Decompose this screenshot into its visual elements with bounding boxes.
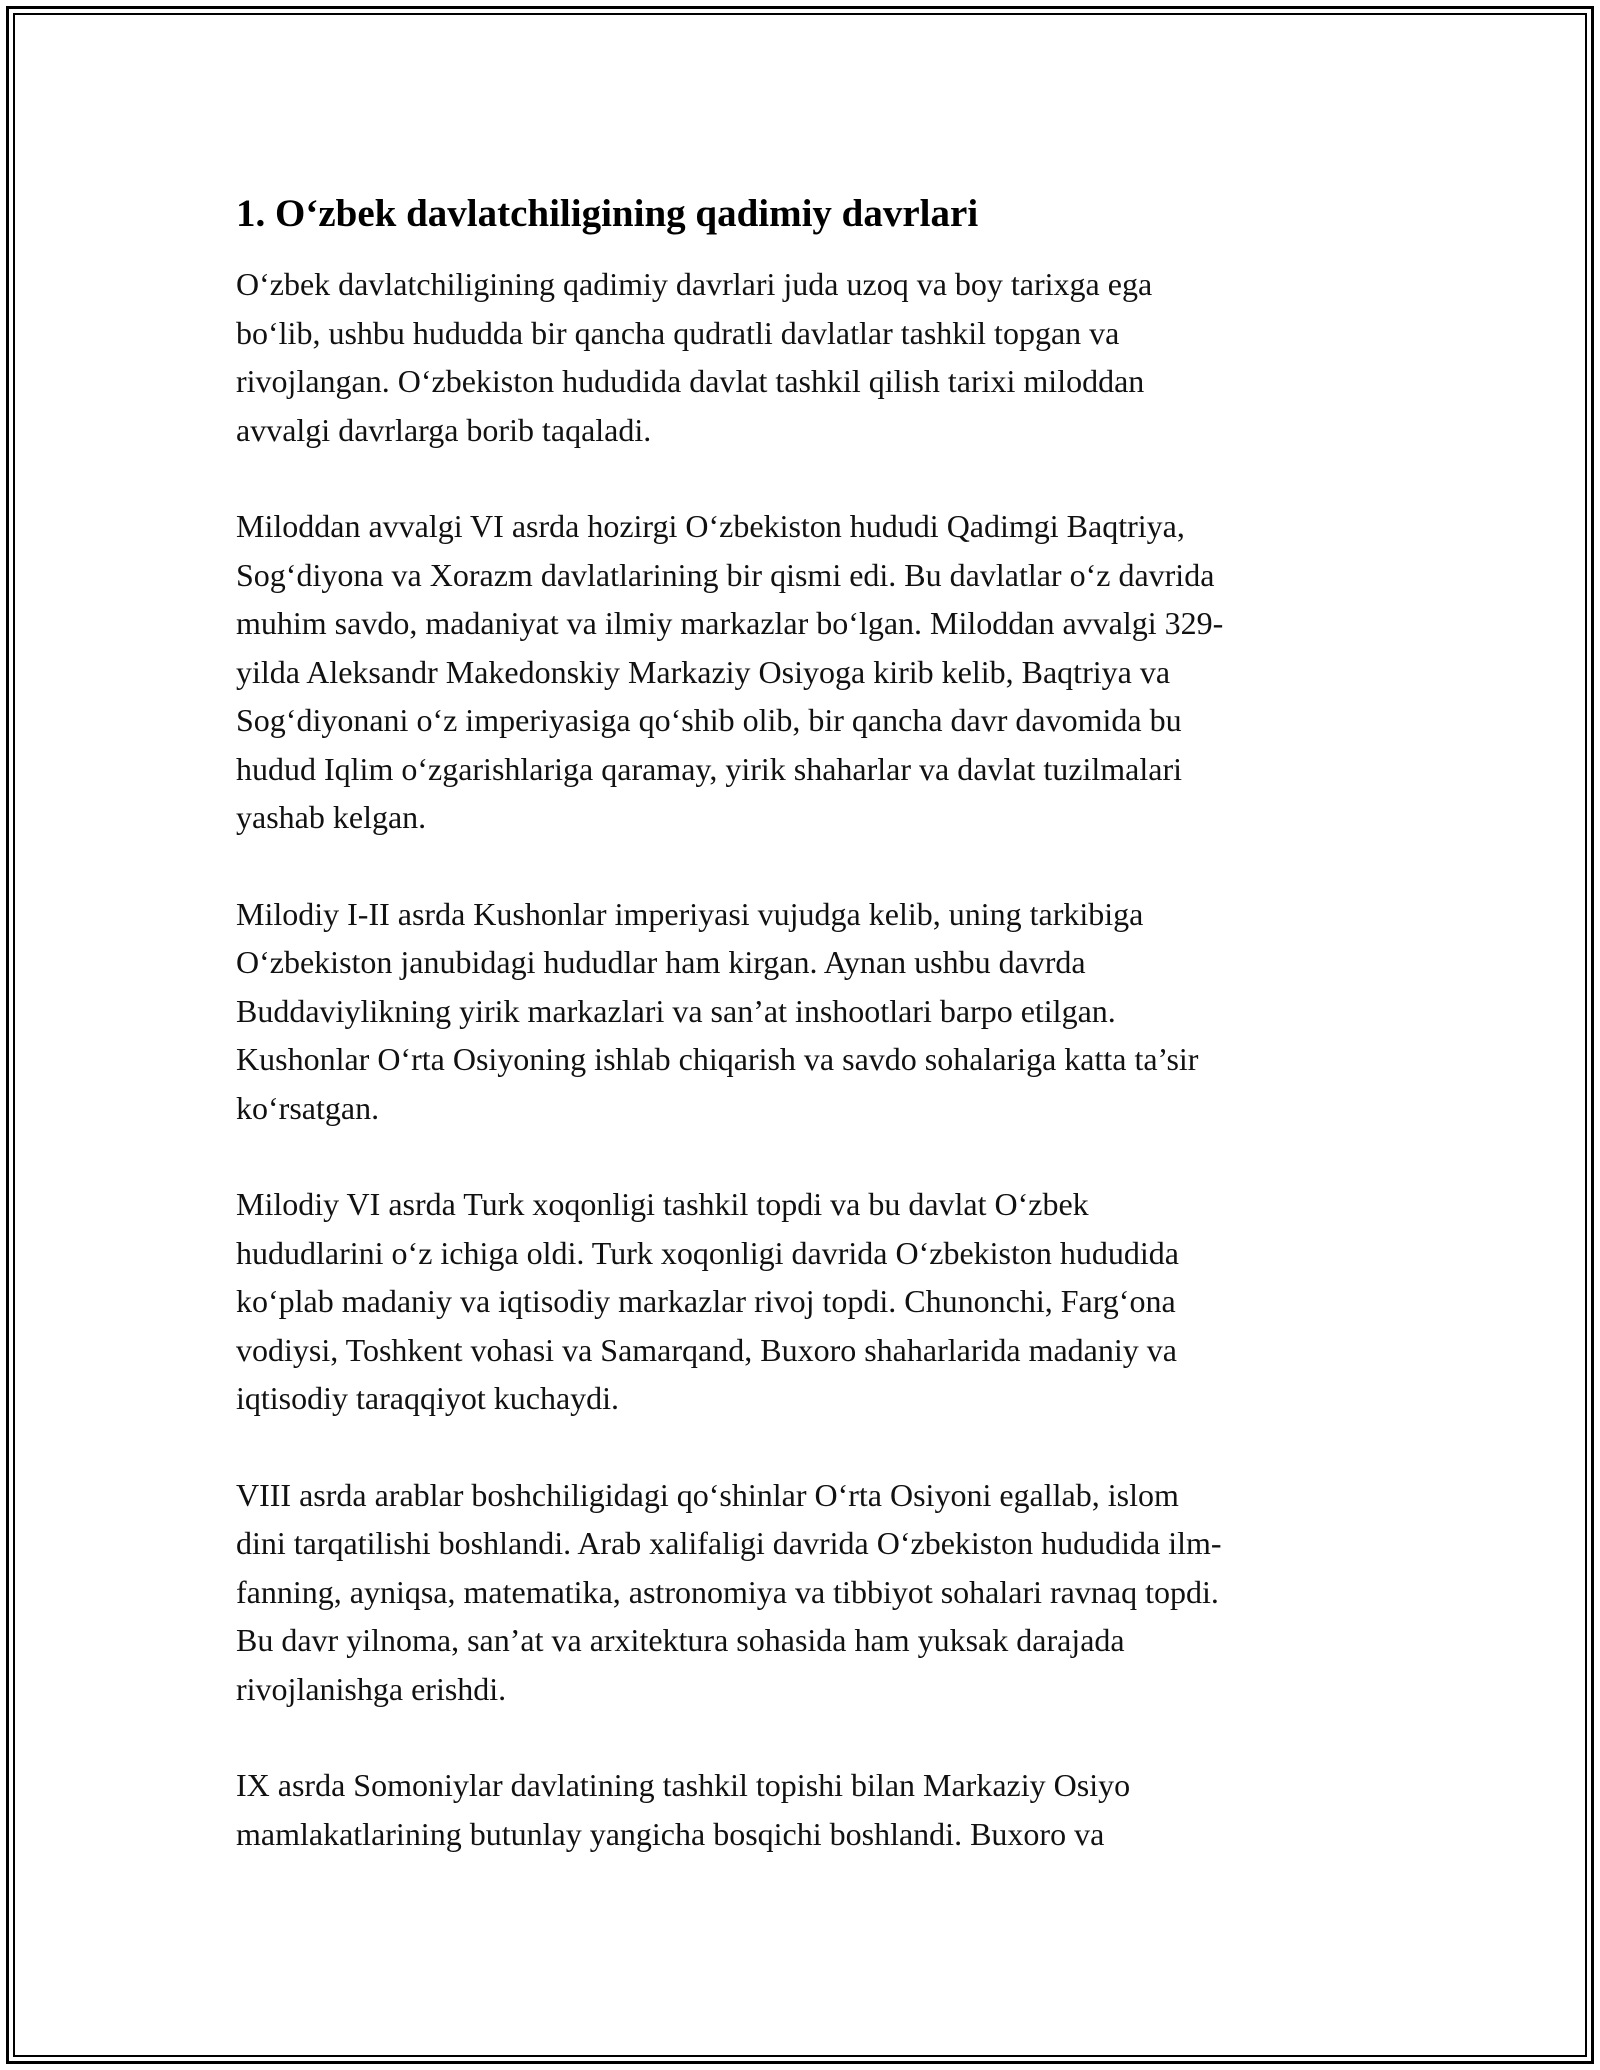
text-line: yilda Aleksandr Makedonskiy Markaziy Osiyoga kirib kelib, Baqtriya va <box>236 653 1171 690</box>
text-line: bo‘lib, ushbu hududda bir qancha qudratli davlatlar tashkil topgan va <box>236 314 1120 351</box>
text-line: Miloddan avvalgi VI asrda hozirgi O‘zbekiston hududi Qadimgi Baqtriya, <box>236 508 1185 544</box>
text-line: Kushonlar O‘rta Osiyoning ishlab chiqarish va savdo sohalariga katta ta’sir <box>236 1041 1199 1077</box>
text-line: Sog‘diyona va Xorazm davlatlarining bir qismi edi. Bu davlatlar o‘z davrida <box>236 556 1215 593</box>
text-line: rivojlanishga erishdi. <box>236 1670 507 1707</box>
text-line: vodiysi, Toshkent vohasi va Samarqand, Buxoro shaharlarida madaniy va <box>236 1331 1177 1368</box>
text-line: muhim savdo, madaniyat va ilmiy markazlar bo‘lgan. Miloddan avvalgi 329- <box>236 605 1224 641</box>
text-line: O‘zbekiston janubidagi hududlar ham kirgan. Aynan ushbu davrda <box>236 944 1086 980</box>
paragraph-kushan <box>236 890 1366 1133</box>
paragraph-intro <box>236 260 1366 454</box>
text-line: hudud Iqlim o‘zgarishlariga qaramay, yirik shaharlar va davlat tuzilmalari <box>236 750 1183 787</box>
text-line: ko‘rsatgan. <box>236 1089 380 1126</box>
text-line: yashab kelgan. <box>236 799 427 835</box>
text-line: Bu davr yilnoma, san’at va arxitektura sohasida ham yuksak darajada <box>236 1622 1125 1658</box>
text-line: Sog‘diyonani o‘z imperiyasiga qo‘shib olib, bir qancha davr davomida bu <box>236 702 1182 738</box>
document-body <box>236 188 1366 1906</box>
paragraph-samanids <box>236 1761 1366 1858</box>
text-line: ko‘plab madaniy va iqtisodiy markazlar rivoj topdi. Chunonchi, Farg‘ona <box>236 1283 1176 1319</box>
paragraph-arab-conquest <box>236 1471 1366 1714</box>
text-line: dini tarqatilishi boshlandi. Arab xalifaligi davrida O‘zbekiston hududida ilm- <box>236 1525 1222 1561</box>
text-line: iqtisodiy taraqqiyot kuchaydi. <box>236 1380 620 1416</box>
text-line: avvalgi davrlarga borib taqaladi. <box>236 411 652 448</box>
paragraph-ancient-states <box>236 502 1366 842</box>
text-line: IX asrda Somoniylar davlatining tashkil topishi bilan Markaziy Osiyo <box>236 1767 1131 1803</box>
text-line: hududlarini o‘z ichiga oldi. Turk xoqonligi davrida O‘zbekiston hududida <box>236 1234 1179 1271</box>
section-heading: 1. O‘zbek davlatchiligining qadimiy davrlari <box>236 192 979 235</box>
text-line: mamlakatlarining butunlay yangicha bosqichi boshlandi. Buxoro va <box>236 1815 1105 1852</box>
text-line: rivojlangan. O‘zbekiston hududida davlat tashkil qilish tarixi miloddan <box>236 363 1145 399</box>
text-line: fanning, ayniqsa, matematika, astronomiya va tibbiyot sohalari ravnaq topdi. <box>236 1573 1219 1610</box>
text-line: Milodiy VI asrda Turk xoqonligi tashkil topdi va bu davlat O‘zbek <box>236 1186 1089 1222</box>
text-line: VIII asrda arablar boshchiligidagi qo‘shinlar O‘rta Osiyoni egallab, islom <box>236 1476 1179 1513</box>
text-line: O‘zbek davlatchiligining qadimiy davrlari juda uzoq va boy tarixga ega <box>236 266 1153 302</box>
text-line: Buddaviylikning yirik markazlari va san’at inshootlari barpo etilgan. <box>236 992 1116 1029</box>
paragraph-turkic-khaganate <box>236 1180 1366 1423</box>
text-line: Milodiy I-II asrda Kushonlar imperiyasi vujudga kelib, uning tarkibiga <box>236 895 1144 932</box>
